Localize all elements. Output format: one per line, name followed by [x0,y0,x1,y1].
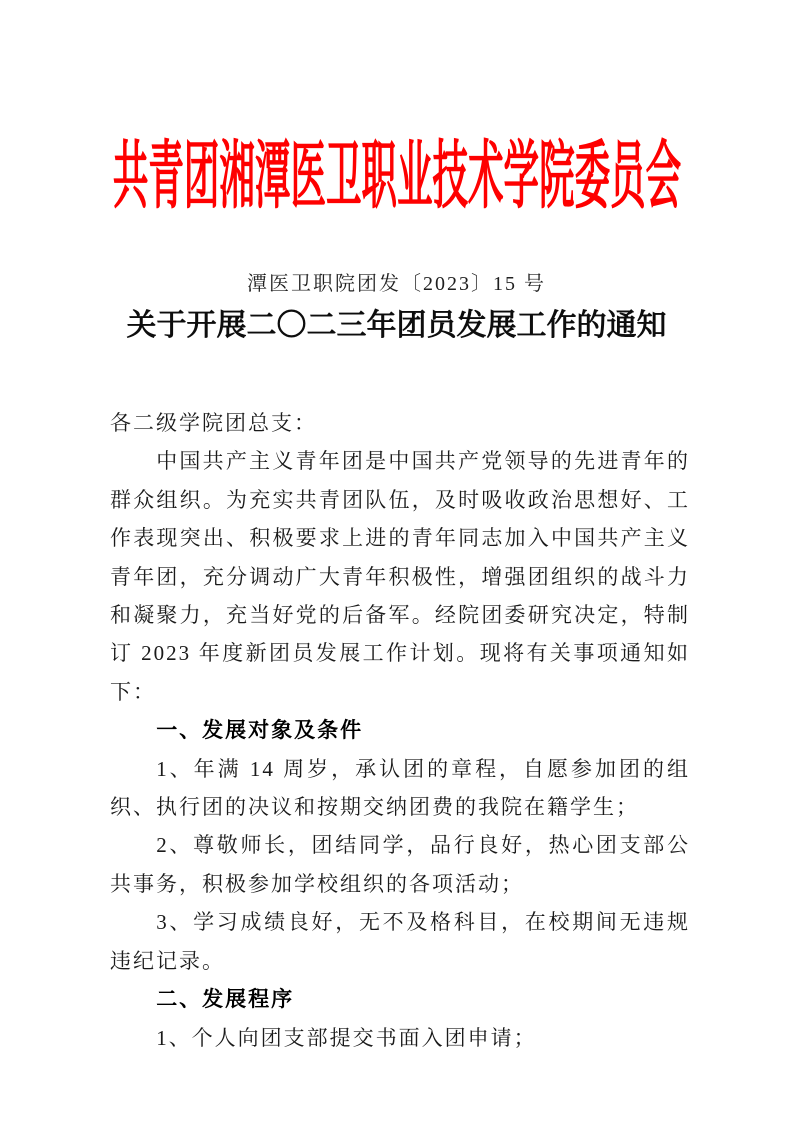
section-heading-development-procedure: 二、发展程序 [156,987,295,1012]
procedure-item-1: 1、个人向团支部提交书面入团申请； [156,1025,537,1050]
org-header-banner [0,138,793,216]
paragraph-intro: 中国共产主义青年团是中国共产党领导的先进青年的群众组织。为充实共青团队伍，及时吸收政治思想好、工作表现突出、积极要求上进的青年同志加入中国共产主义青年团，充分调动广大青年积极性，增强团组织的战斗力和凝聚力，充当好党的后备军。经院团委研究决定，特制订 2023 年度新团员发展工作计划。现将有关事项通知如下： [110,449,690,704]
condition-item-1: 1、年满 14 周岁，承认团的章程，自愿参加团的组织、执行团的决议和按期交纳团费的我院在籍学生； [110,756,690,820]
doc-body [110,404,690,1057]
condition-item-2: 2、尊敬师长，团结同学，品行良好，热心团支部公共事务，积极参加学校组织的各项活动； [110,833,690,896]
doc-title: 关于开展二〇二三年团员发展工作的通知 [126,309,667,342]
doc-number: 潭医卫职院团发〔2023〕15 号 [247,273,546,295]
condition-item-3: 3、学习成绩良好，无不及格科目，在校期间无违规违纪记录。 [110,910,690,973]
org-header-title: 共青团湘潭医卫职业技术学院委员会 [112,136,681,218]
section-heading-development-targets: 一、发展对象及条件 [156,718,364,743]
salutation: 各二级学院团总支： [110,411,317,435]
